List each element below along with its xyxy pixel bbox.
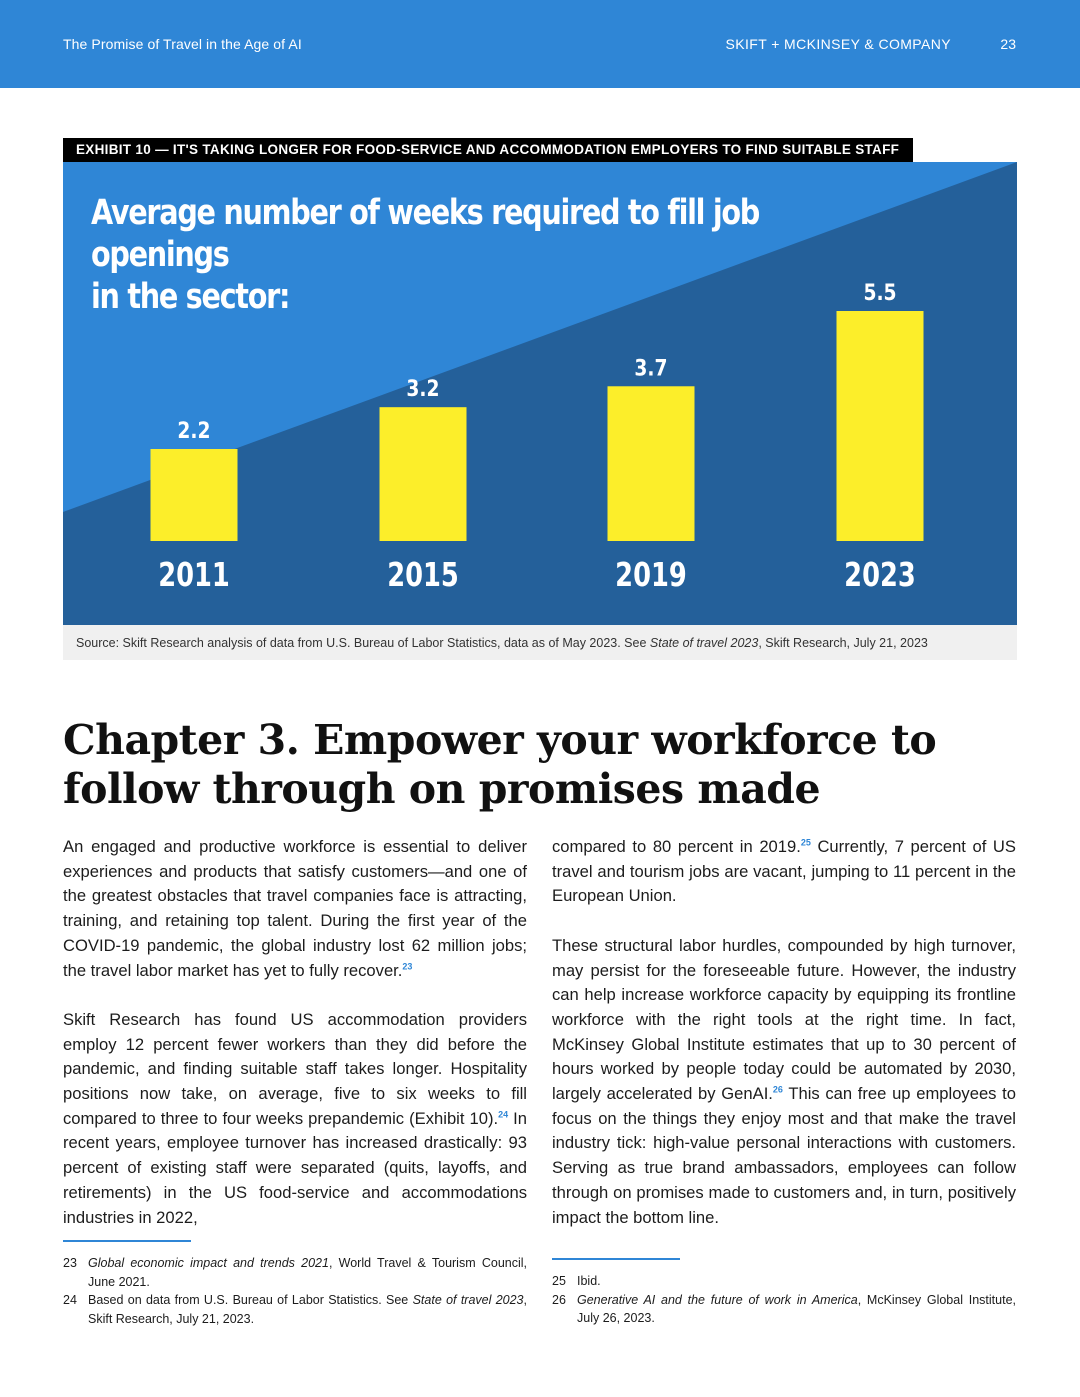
chapter-title: Chapter 3. Empower your workforce to follow through on promises made xyxy=(63,716,937,813)
category-label-2011: 2011 xyxy=(158,555,230,594)
value-label-2011: 2.2 xyxy=(177,417,211,444)
chart-title-line-1: Average number of weeks required to fill job openings xyxy=(91,193,759,275)
footnote-divider-left xyxy=(63,1240,191,1242)
report-title: The Promise of Travel in the Age of AI xyxy=(63,36,302,52)
footnote-ref[interactable]: 23 xyxy=(402,960,413,971)
source-title: State of travel 2023 xyxy=(649,636,759,650)
category-label-2023: 2023 xyxy=(844,555,916,594)
footnotes-right xyxy=(552,1272,1016,1328)
bar-chart xyxy=(63,162,1017,625)
footnote: 25 Ibid. xyxy=(552,1274,601,1288)
paragraph: compared to 80 percent in 2019.25 Currently, 7 percent of US travel and tourism jobs are vacant, jumping to 11 percent in the European Union. xyxy=(552,837,1016,906)
footnotes-left xyxy=(63,1254,527,1328)
body-column-right xyxy=(552,835,1016,1255)
publisher-name: SKIFT + MCKINSEY & COMPANY xyxy=(725,36,951,52)
exhibit-label: EXHIBIT 10 — IT'S TAKING LONGER FOR FOOD-SERVICE AND ACCOMMODATION EMPLOYERS TO FIND SUITABLE STAFF xyxy=(63,138,913,162)
footnote: 23 Global economic impact and trends 2021, World Travel & Tourism Council, June 2021. xyxy=(63,1256,527,1289)
paragraph: An engaged and productive workforce is essential to deliver experiences and products that satisfy customers—and one of the greatest obstacles that travel companies face is attracting, training, and retaining top talent. During the first year of the COVID-19 pandemic, the global industry lost 62 million jobs; the travel labor market has yet to fully recover.$^{23}$ xyxy=(63,837,527,980)
chart-source xyxy=(63,625,1017,660)
value-label-2019: 3.7 xyxy=(634,354,668,381)
footnote-divider-right xyxy=(552,1258,680,1260)
paragraph: Skift Research has found US accommodation providers employ 12 percent fewer workers than they did before the pandemic, and finding suitable staff takes longer. Hospitality positions now take, on average, five to six weeks to fill compared to three to four weeks prepandemic (Exhibit 10).$^{24}$ In recent years, employee turnover has increased drastically: 93 percent of existing staff were separated (quits, layoffs, and retirements) in the US food-service and accommodations industries in 2022, xyxy=(63,1009,528,1227)
source-text-end: , Skift Research, July 21, 2023 xyxy=(758,636,928,650)
category-label-2019: 2019 xyxy=(615,555,687,594)
paragraph: These structural labor hurdles, compounded by high turnover, may persist for the foreseeable future. However, the industry can help increase workforce capacity by equipping its frontline workforce with the right tools at the right time. In fact, McKinsey Global Institute estimates that up to 30 percent of hours worked by people today could be automated by 2030, largely accelerated by GenAI.$^{26}$ This can free up employees to focus on the things they enjoy most and that make the travel industry tick: high-value personal interactions with customers. Serving as true brand ambassadors, employees can follow through on promises made to customers and, in turn, positively impact the bottom line. xyxy=(552,935,1016,1227)
chart-title xyxy=(91,192,829,318)
footnote-ref[interactable]: 26 xyxy=(772,1084,783,1095)
value-label-2023: 5.5 xyxy=(863,279,897,306)
footnote-ref[interactable]: 24 xyxy=(498,1109,509,1120)
source-text: Source: Skift Research analysis of data from U.S. Bureau of Labor Statistics, data as of May 2023. See xyxy=(76,636,650,650)
footnote: 24 Based on data from U.S. Bureau of Labor Statistics. See State of travel 2023, Skift Research, July 21, 2023. xyxy=(63,1293,527,1326)
body-column-left xyxy=(63,835,527,1255)
value-label-2015: 3.2 xyxy=(406,375,440,402)
bar-2011 xyxy=(151,449,238,541)
footnote-ref[interactable]: 25 xyxy=(800,837,811,848)
chart-title-line-2: in the sector: xyxy=(91,277,290,317)
page-header xyxy=(0,0,1080,88)
bar-2015 xyxy=(380,407,467,541)
footnote: 26 Generative AI and the future of work in America, McKinsey Global Institute, July 26, 2023. xyxy=(552,1292,1016,1325)
bar-2019 xyxy=(608,386,695,541)
category-label-2015: 2015 xyxy=(387,555,459,594)
bar-2023 xyxy=(837,311,924,541)
page-number: 23 xyxy=(1000,36,1016,52)
